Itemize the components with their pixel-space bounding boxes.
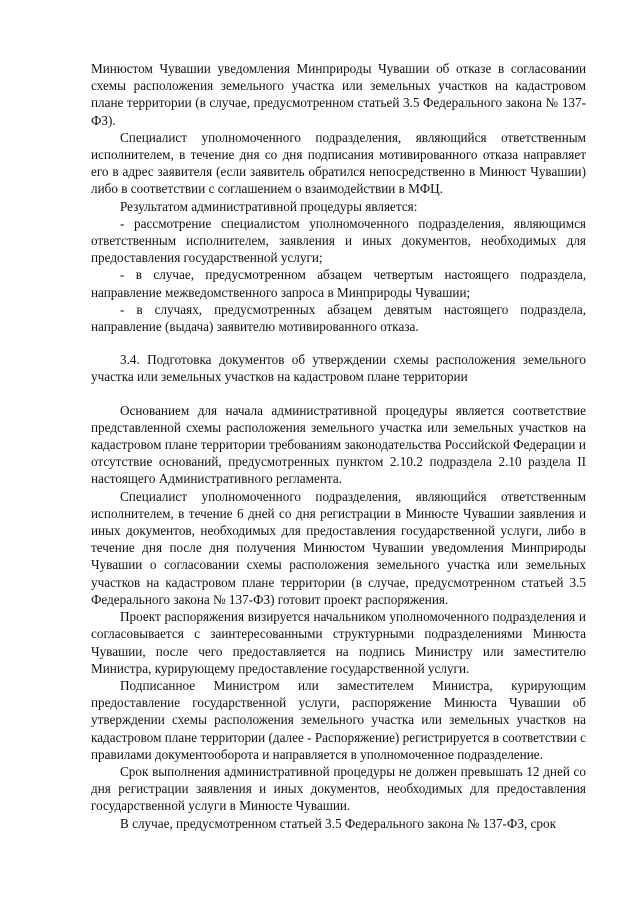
list-item: - в случае, предусмотренном абзацем четвертым настоящего подраздела, направление межведомственного запроса в Минприроды Чувашии; [91,267,586,300]
paragraph: Основанием для начала административной процедуры является соответствие представленной схемы расположения земельного участка или земельных участков на кадастровом плане территории требованиям законодательства Российской Федерации и отсутствие оснований, предусмотренных пунктом 2.10.2 подраздела 2.10 раздела II настоящего Административного регламента. [91,402,586,487]
paragraph: Специалист уполномоченного подразделения, являющийся ответственным исполнителем, в течение дня со дня подписания мотивированного отказа направляет его в адрес заявителя (если заявитель обратился непосредственно в Минюст Чувашии) либо в соответствии с соглашением о взаимодействии в МФЦ. [91,129,586,197]
paragraph: Результатом административной процедуры является: [120,198,418,214]
section-heading: 3.4. Подготовка документов об утверждении схемы расположения земельного участка или земельных участков на кадастровом плане территории [91,352,586,385]
paragraph: В случае, предусмотренном статьей 3.5 Федерального закона № 137-ФЗ, срок [120,815,556,831]
paragraph: Срок выполнения административной процедуры не должен превышать 12 дней со дня регистрации заявления и иных документов, необходимых для предоставления государственной услуги в Минюсте Чувашии. [91,763,586,814]
paragraph: Специалист уполномоченного подразделения, являющийся ответственным исполнителем, в течение 6 дней со дня регистрации в Минюсте Чувашии заявления и иных документов, необходимых для предоставления государственной услуги, либо в течение дня после дня получения Минюстом Чувашии уведомления Минприроды Чувашии о согласовании схемы расположения земельного участка или земельных участков на кадастровом плане территории (в случае, предусмотренном статьей 3.5 Федерального закона № 137-ФЗ) готовит проект распоряжения. [91,488,586,607]
list-item: - в случаях, предусмотренных абзацем девятым настоящего подраздела, направление (выдача) заявителю мотивированного отказа. [91,301,586,335]
paragraph: Подписанное Министром или заместителем Министра, курирующим предоставление государственной услуги, распоряжение Минюста Чувашии об утверждении схемы расположения земельного участка или земельных участков на кадастровом плане территории (далее - Распоряжение) регистрируется в соответствии с правилами документооборота и направляется в уполномоченное подразделение. [91,677,586,762]
document-body [91,60,586,832]
list-item: - рассмотрение специалистом уполномоченного подразделения, являющимся ответственным исполнителем, заявления и иных документов, необходимых для предоставления государственной услуги; [91,215,586,266]
paragraph: Минюстом Чувашии уведомления Минприроды Чувашии об отказе в согласовании схемы расположения земельного участка или земельных участков на кадастровом плане территории (в случае, предусмотренном статьей 3.5 Федерального закона № 137-ФЗ). [91,61,586,128]
paragraph: Проект распоряжения визируется начальником уполномоченного подразделения и согласовывается с заинтересованными структурными подразделениями Минюста Чувашии, после чего предоставляется на подпись Министру или заместителю Министра, курирующему предоставление государственной услуги. [91,609,586,676]
